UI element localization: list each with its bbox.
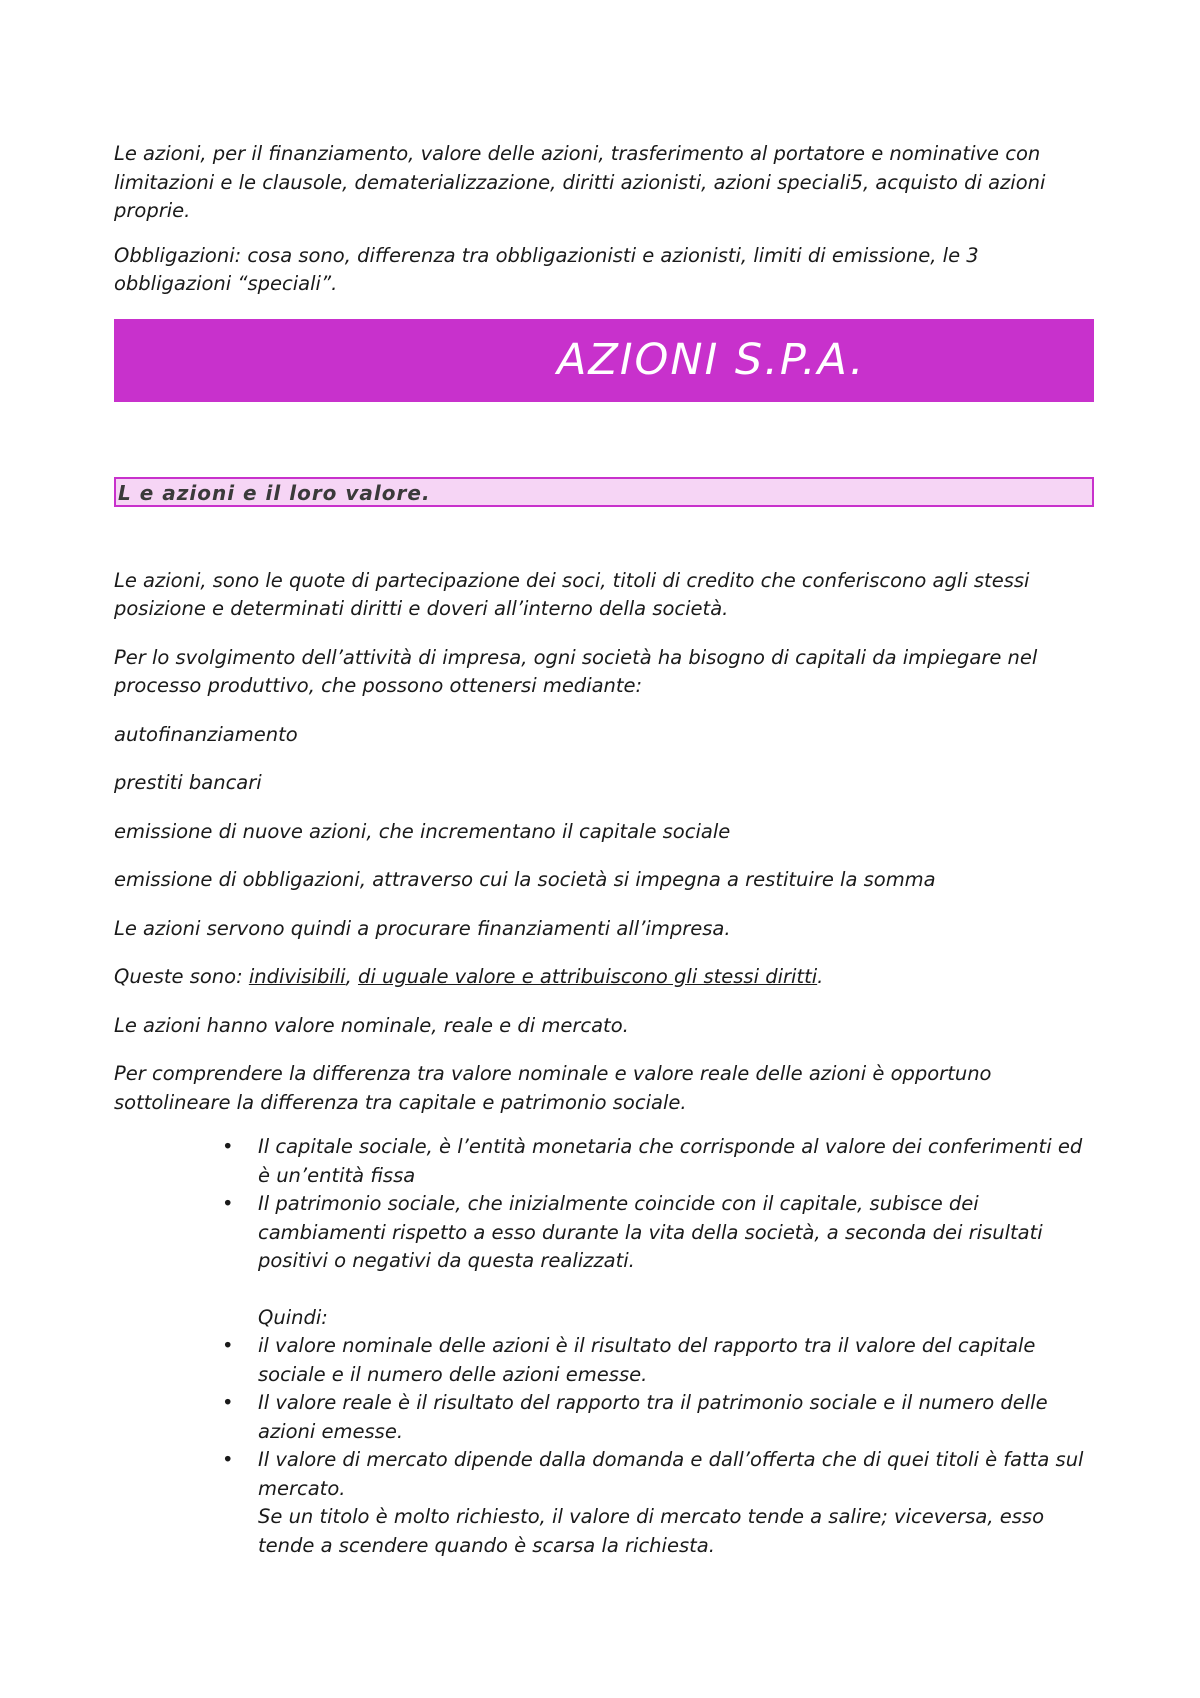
list-item (222, 1446, 1094, 1560)
bullet-icon: • (222, 1192, 234, 1215)
section-heading (114, 477, 1094, 507)
bullet-icon: • (222, 1391, 234, 1414)
p4-suffix: . (817, 965, 824, 988)
section-heading-text: L e azioni e il loro valore. (118, 480, 431, 505)
list-item-continuation: Se un titolo è molto richiesto, il valore di mercato tende a salire; viceversa, esso tende a scendere quando è scarsa la richiesta. (258, 1505, 1045, 1557)
body-paragraph-1: Le azioni, sono le quote di partecipazione dei soci, titoli di credito che conferiscono agli stessi posizione e determinati diritti e doveri all’interno della società. (114, 568, 1030, 620)
list-item-text: Il valore di mercato dipende dalla domanda e dall’offerta che di quei titoli è fatta sul mercato. (258, 1448, 1084, 1500)
list-item (222, 1190, 1094, 1276)
intro-paragraph-2: Obbligazioni: cosa sono, differenza tra obbligazionisti e azionisti, limiti di emissione, le 3 obbligazioni “speciali”. (114, 243, 979, 295)
p4-underlined-1: indivisibili (248, 965, 346, 988)
title-banner (114, 319, 1094, 402)
list-item-text: Il valore reale è il risultato del rapporto tra il patrimonio sociale e il numero delle azioni emesse. (258, 1391, 1048, 1443)
list-item-text: il valore nominale delle azioni è il risultato del rapporto tra il valore del capitale sociale e il numero delle azioni emesse. (258, 1334, 1036, 1386)
bullet-list-b (114, 1332, 1094, 1560)
list-item (222, 1389, 1094, 1446)
bullet-icon: • (222, 1135, 234, 1158)
body-paragraph-2: Per lo svolgimento dell’attività di impresa, ogni società ha bisogno di capitali da impiegare nel processo produttivo, che possono ottenersi mediante: (114, 645, 1038, 697)
body-content (114, 567, 1094, 1561)
document-page (114, 140, 1094, 1560)
bullet-icon: • (222, 1334, 234, 1357)
body-paragraph-5: Le azioni hanno valore nominale, reale e di mercato. (114, 1013, 629, 1037)
list-item (222, 1133, 1094, 1190)
bullet-icon: • (222, 1448, 234, 1471)
funding-item-4: emissione di obbligazioni, attraverso cui la società si impegna a restituire la somma (114, 868, 936, 891)
funding-item-3: emissione di nuove azioni, che incrementano il capitale sociale (114, 819, 731, 843)
list-item-text: Il patrimonio sociale, che inizialmente coincide con il capitale, subisce dei cambiamenti rispetto a esso durante la vita della società, a seconda dei risultati positivi o negativi da questa realizzati. (258, 1192, 1043, 1272)
body-paragraph-4 (114, 963, 1094, 992)
banner-title: AZIONI S.P.A. (557, 334, 866, 385)
funding-item-1: autofinanziamento (114, 722, 298, 746)
body-paragraph-6: Per comprendere la differenza tra valore nominale e valore reale delle azioni è opportuno sottolineare la differenza tra capitale e patrimonio sociale. (114, 1062, 992, 1114)
p4-prefix: Queste sono: (114, 965, 249, 988)
funding-item-2: prestiti bancari (114, 771, 262, 794)
quindi-label: Quindi: (258, 1305, 328, 1329)
list-item (222, 1332, 1094, 1389)
intro-paragraph-1: Le azioni, per il finanziamento, valore delle azioni, trasferimento al portatore e nominative con limitazioni e le clausole, dematerializzazione, diritti azionisti, azioni speciali5, acquisto di azioni proprie. (114, 142, 1046, 222)
p4-separator: , (345, 965, 359, 988)
bullet-list-a (114, 1133, 1094, 1276)
body-paragraph-3: Le azioni servono quindi a procurare finanziamenti all’impresa. (114, 916, 731, 940)
list-item-text: Il capitale sociale, è l’entità monetaria che corrisponde al valore dei conferimenti ed è un’entità fissa (258, 1135, 1083, 1187)
p4-underlined-2: di uguale valore e attribuiscono gli stessi diritti (358, 965, 818, 988)
